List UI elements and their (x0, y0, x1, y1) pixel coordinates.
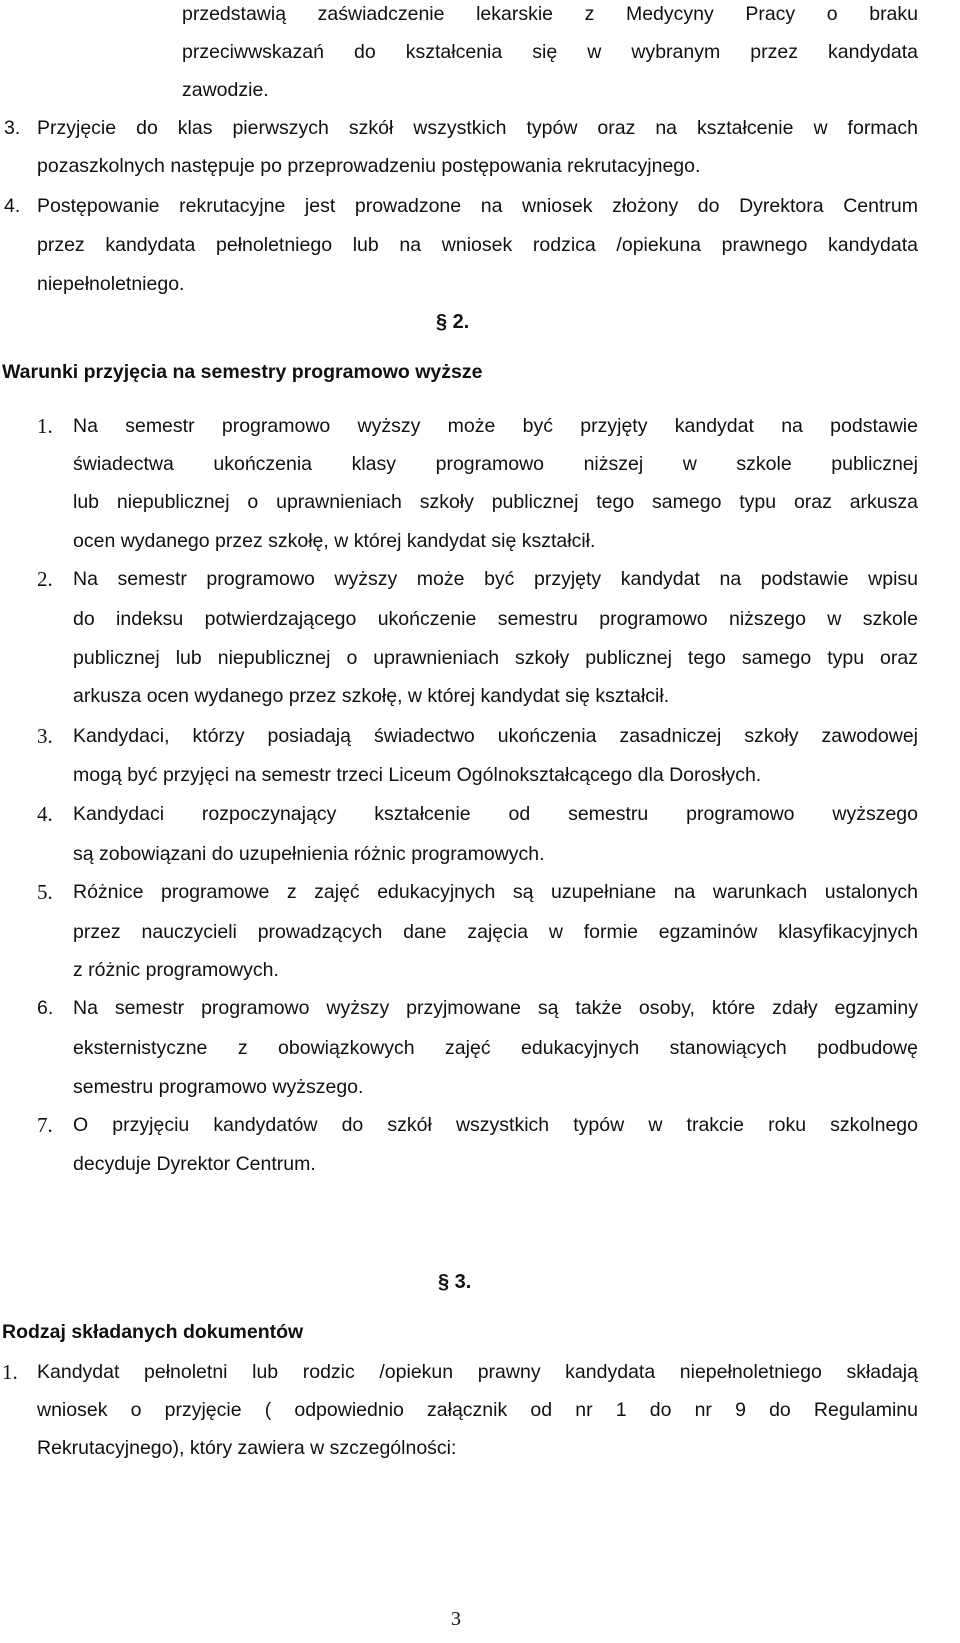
item-line: Różnice programowe z zajęć edukacyjnych są uzupełniane na warunkach ustalonych (73, 881, 918, 903)
item-number: 4. (4, 195, 21, 217)
item-line: są zobowiązani do uzupełnienia różnic programowych. (73, 843, 545, 865)
item-line: niepełnoletniego. (37, 273, 185, 295)
section-2-title: Warunki przyjęcia na semestry programowo wyższe (2, 361, 483, 383)
page-number: 3 (451, 1608, 461, 1630)
item-number: 1. (37, 414, 53, 438)
item-line: lub niepublicznej o uprawnieniach szkoły publicznej tego samego typu oraz arkusza (73, 491, 918, 513)
section-3-mark: § 3. (438, 1271, 472, 1293)
item-line: semestru programowo wyższego. (73, 1076, 364, 1098)
item-line: Przyjęcie do klas pierwszych szkół wszystkich typów oraz na kształcenie w formach (37, 117, 918, 139)
item-number: 7. (37, 1113, 53, 1137)
continuation-line-2: przeciwwskazań do kształcenia się w wybranym przez kandydata (182, 41, 918, 63)
item-line: Kandydaci rozpoczynający kształcenie od semestru programowo wyższego (73, 803, 918, 825)
item-line: Na semestr programowo wyższy przyjmowane są także osoby, które zdały egzaminy (73, 997, 918, 1019)
item-line: Postępowanie rekrutacyjne jest prowadzone na wniosek złożony do Dyrektora Centrum (37, 195, 918, 217)
item-line: wniosek o przyjęcie ( odpowiednio załącznik od nr 1 do nr 9 do Regulaminu (37, 1399, 918, 1421)
item-line: przez nauczycieli prowadzących dane zajęcia w formie egzaminów klasyfikacyjnych (73, 921, 918, 943)
item-line: publicznej lub niepublicznej o uprawnieniach szkoły publicznej tego samego typu oraz (73, 647, 918, 669)
continuation-line-1: przedstawią zaświadczenie lekarskie z Medycyny Pracy o braku (182, 3, 918, 25)
item-line: Na semestr programowo wyższy może być przyjęty kandydat na podstawie (73, 415, 918, 437)
item-number: 5. (37, 880, 53, 904)
section-3-title: Rodzaj składanych dokumentów (2, 1321, 304, 1343)
item-line: eksternistyczne z obowiązkowych zajęć edukacyjnych stanowiących podbudowę (73, 1037, 918, 1059)
item-line: do indeksu potwierdzającego ukończenie semestru programowo niższego w szkole (73, 608, 918, 630)
item-line: mogą być przyjęci na semestr trzeci Liceum Ogólnokształcącego dla Dorosłych. (73, 764, 762, 786)
item-line: Kandydat pełnoletni lub rodzic /opiekun prawny kandydata niepełnoletniego składają (37, 1361, 918, 1383)
item-number: 2. (37, 567, 53, 591)
continuation-line-3: zawodzie. (182, 79, 269, 101)
item-line: Na semestr programowo wyższy może być przyjęty kandydat na podstawie wpisu (73, 568, 918, 590)
item-line: pozaszkolnych następuje po przeprowadzeniu postępowania rekrutacyjnego. (37, 155, 701, 177)
item-line: Kandydaci, którzy posiadają świadectwo ukończenia zasadniczej szkoły zawodowej (73, 725, 918, 747)
item-line: z różnic programowych. (73, 959, 279, 981)
item-line: świadectwa ukończenia klasy programowo niższej w szkole publicznej (73, 453, 918, 475)
item-number: 3. (4, 117, 21, 139)
item-line: Rekrutacyjnego), który zawiera w szczególności: (37, 1437, 457, 1459)
item-line: arkusza ocen wydanego przez szkołę, w której kandydat się kształcił. (73, 685, 670, 707)
item-line: O przyjęciu kandydatów do szkół wszystkich typów w trakcie roku szkolnego (73, 1114, 918, 1136)
section-2-mark: § 2. (436, 311, 470, 333)
item-number: 3. (37, 724, 53, 748)
item-number: 6. (37, 997, 54, 1019)
item-line: przez kandydata pełnoletniego lub na wniosek rodzica /opiekuna prawnego kandydata (37, 234, 918, 256)
item-number: 4. (37, 802, 53, 826)
item-number: 1. (2, 1360, 18, 1384)
item-line: decyduje Dyrektor Centrum. (73, 1153, 316, 1175)
item-line: ocen wydanego przez szkołę, w której kandydat się kształcił. (73, 530, 596, 552)
